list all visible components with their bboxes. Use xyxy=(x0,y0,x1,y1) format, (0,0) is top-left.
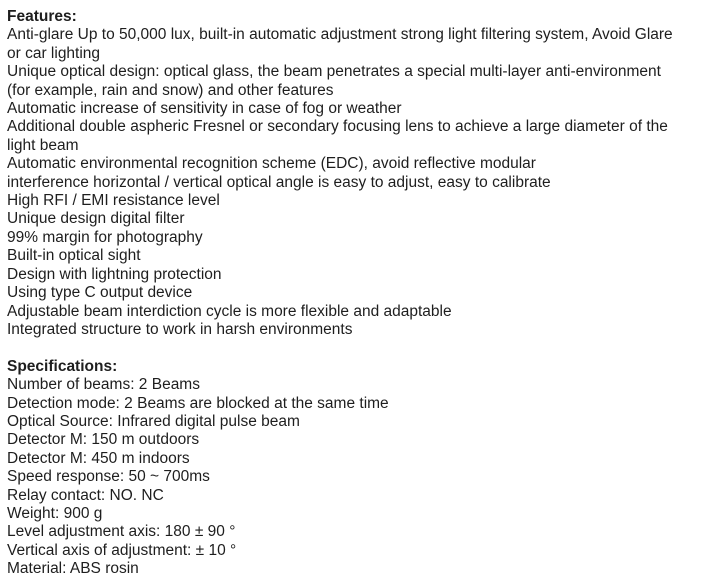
section-spacer xyxy=(7,339,700,357)
features-heading: Features: xyxy=(7,8,77,25)
text-line: Anti-glare Up to 50,000 lux, built-in automatic adjustment strong light filtering system, Avoid Glare xyxy=(7,26,673,44)
features-section xyxy=(7,8,700,339)
text-line: 99% margin for photography xyxy=(7,228,203,246)
text-line: High RFI / EMI resistance level xyxy=(7,192,220,210)
text-line: Optical Source: Infrared digital pulse beam xyxy=(7,412,300,430)
text-line: Level adjustment axis: 180 ± 90 ° xyxy=(7,523,236,541)
specifications-section xyxy=(7,358,700,579)
specifications-lines xyxy=(7,376,700,578)
text-line: Additional double aspheric Fresnel or secondary focusing lens to achieve a large diameter of the xyxy=(7,118,668,136)
text-line: Integrated structure to work in harsh environments xyxy=(7,320,353,338)
text-line: Vertical axis of adjustment: ± 10 ° xyxy=(7,541,237,559)
text-line: Detector M: 450 m indoors xyxy=(7,449,190,467)
text-line: Automatic increase of sensitivity in case of fog or weather xyxy=(7,100,402,118)
text-line: Material: ABS rosin xyxy=(7,560,139,578)
features-lines xyxy=(7,26,700,339)
specifications-heading: Specifications: xyxy=(7,357,118,375)
text-line: Design with lightning protection xyxy=(7,265,222,283)
text-line: Detection mode: 2 Beams are blocked at the same time xyxy=(7,394,389,412)
text-line: Unique optical design: optical glass, the beam penetrates a special multi-layer anti-environment xyxy=(7,63,661,81)
text-line: Detector M: 150 m outdoors xyxy=(7,431,200,449)
text-line: Weight: 900 g xyxy=(7,504,103,522)
text-line: Relay contact: NO. NC xyxy=(7,486,164,504)
text-line: Number of beams: 2 Beams xyxy=(7,376,200,394)
text-line: interference horizontal / vertical optical angle is easy to adjust, easy to calibrate xyxy=(7,173,551,191)
text-line: Adjustable beam interdiction cycle is more flexible and adaptable xyxy=(7,302,452,320)
text-line: Speed response: 50 ~ 700ms xyxy=(7,468,210,486)
text-line: Built-in optical sight xyxy=(7,247,141,265)
text-line: or car lighting xyxy=(7,44,101,62)
text-line: Using type C output device xyxy=(7,284,193,302)
text-line: Automatic environmental recognition scheme (EDC), avoid reflective modular xyxy=(7,155,536,173)
text-line: (for example, rain and snow) and other features xyxy=(7,81,334,99)
text-line: Unique design digital filter xyxy=(7,210,185,228)
text-line: light beam xyxy=(7,136,79,154)
